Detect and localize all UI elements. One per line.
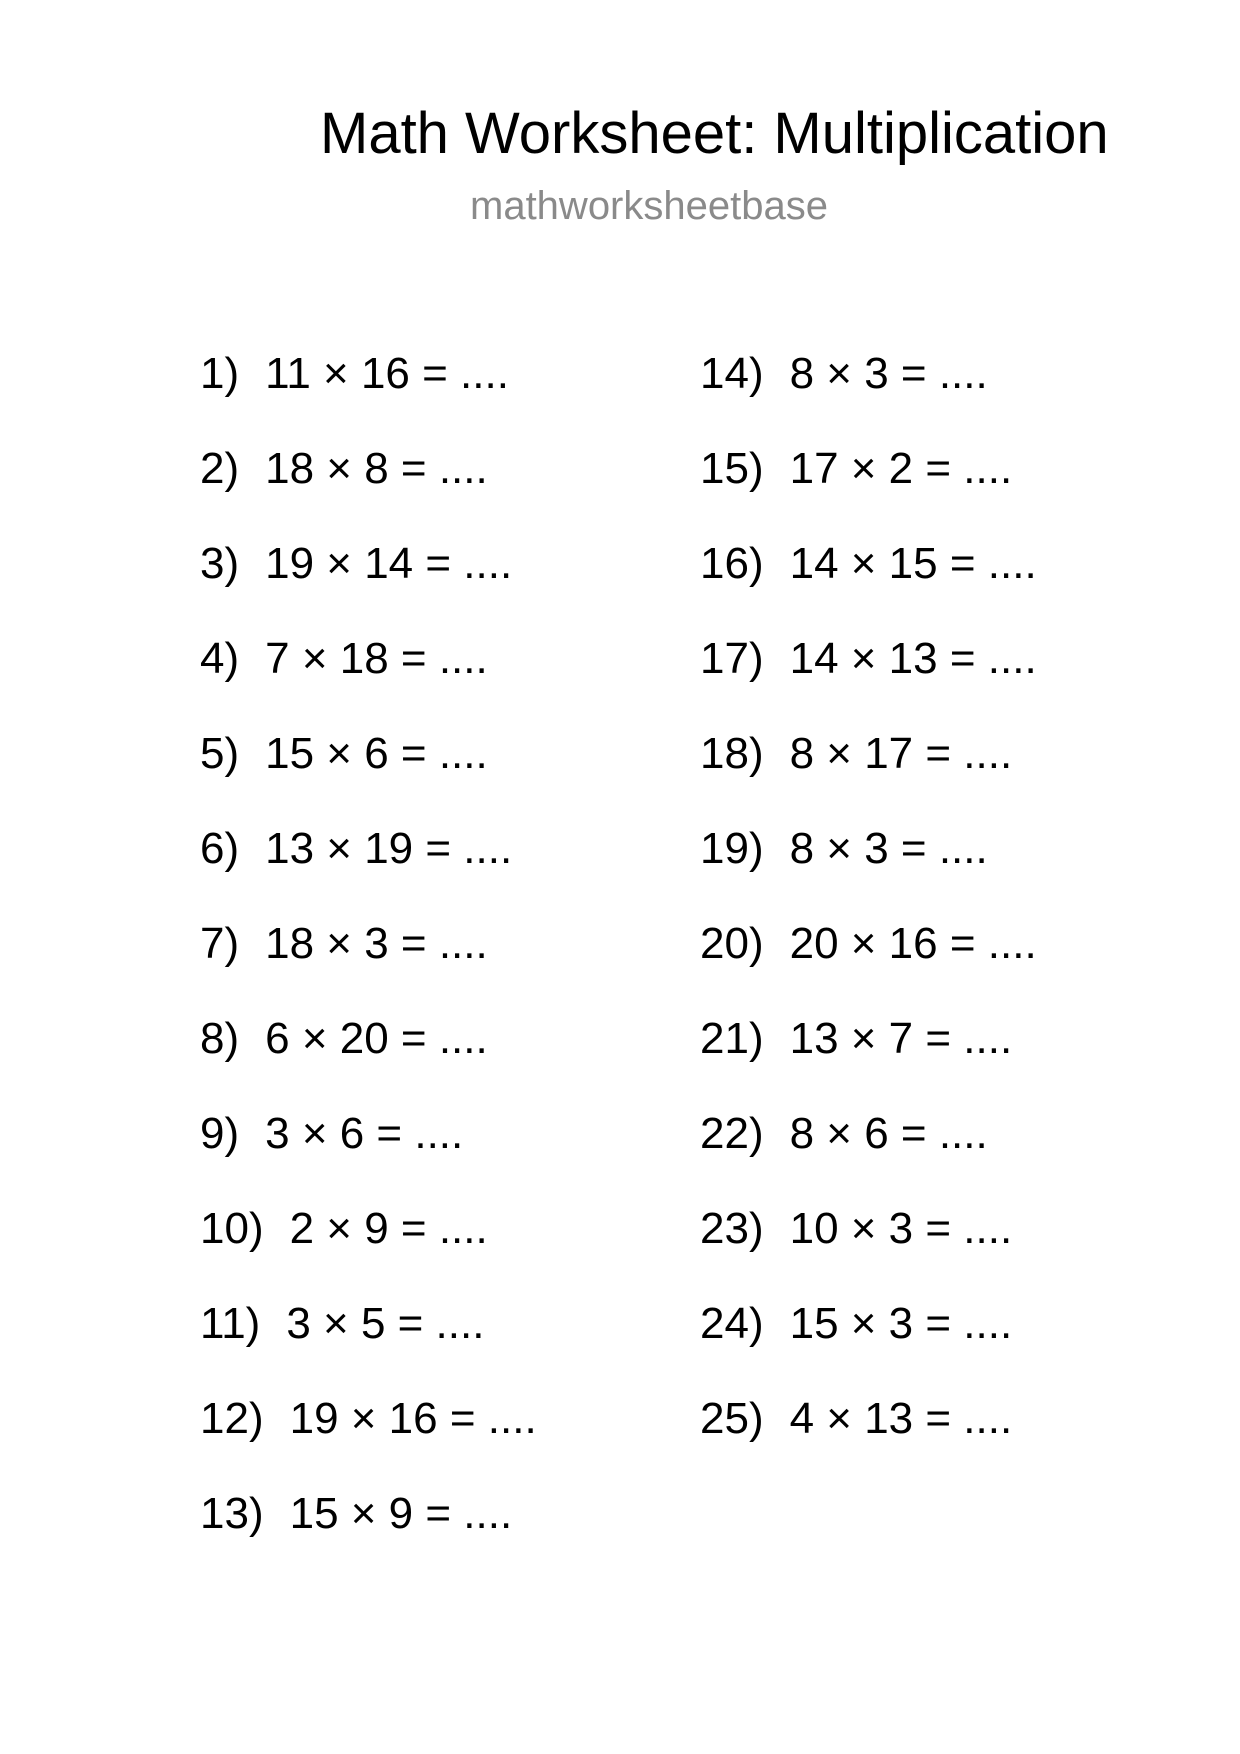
- problem-item: [200, 1296, 680, 1391]
- problem-number: 1): [200, 349, 240, 398]
- problem-item: [200, 1486, 680, 1581]
- problem-expression: 8 × 3 = ....: [789, 349, 988, 398]
- problem-expression: 14 × 13 = ....: [789, 634, 1037, 683]
- problem-item: [700, 916, 1180, 1011]
- problem-item: [700, 346, 1180, 441]
- problem-number: 20): [700, 919, 764, 968]
- problem-item: [200, 916, 680, 1011]
- problem-expression: 18 × 8 = ....: [265, 444, 488, 493]
- problem-item: [200, 536, 680, 631]
- problem-expression: 17 × 2 = ....: [789, 444, 1013, 493]
- problem-number: 9): [200, 1109, 240, 1158]
- problem-number: 21): [700, 1014, 764, 1063]
- problem-expression: 13 × 7 = ....: [789, 1014, 1013, 1063]
- problem-expression: 15 × 3 = ....: [789, 1299, 1013, 1348]
- problem-number: 14): [700, 349, 764, 398]
- problem-item: [200, 1201, 680, 1296]
- problem-number: 13): [200, 1489, 264, 1538]
- problem-expression: 19 × 16 = ....: [289, 1394, 537, 1443]
- problem-expression: 8 × 6 = ....: [789, 1109, 988, 1158]
- problem-number: 11): [200, 1299, 261, 1348]
- problem-number: 2): [200, 444, 240, 493]
- problem-item: [200, 631, 680, 726]
- page-subtitle: mathworksheetbase: [470, 184, 828, 228]
- problem-expression: 7 × 18 = ....: [265, 634, 488, 683]
- problem-number: 22): [700, 1109, 764, 1158]
- problem-number: 7): [200, 919, 240, 968]
- problem-number: 12): [200, 1394, 264, 1443]
- problem-expression: 2 × 9 = ....: [289, 1204, 488, 1253]
- problem-expression: 20 × 16 = ....: [789, 919, 1037, 968]
- problem-number: 17): [700, 634, 764, 683]
- problem-number: 6): [200, 824, 240, 873]
- problem-expression: 19 × 14 = ....: [265, 539, 513, 588]
- problem-item: [700, 1391, 1180, 1486]
- problem-expression: 3 × 5 = ....: [286, 1299, 485, 1348]
- problem-item: [700, 1011, 1180, 1106]
- problem-expression: 18 × 3 = ....: [265, 919, 488, 968]
- problem-number: 19): [700, 824, 764, 873]
- problem-expression: 15 × 9 = ....: [289, 1489, 513, 1538]
- problem-item: [200, 1391, 680, 1486]
- problem-item: [200, 726, 680, 821]
- problem-item: [700, 726, 1180, 821]
- problem-expression: 3 × 6 = ....: [265, 1109, 464, 1158]
- problem-expression: 11 × 16 = ....: [265, 349, 509, 398]
- problem-item: [700, 441, 1180, 536]
- problem-expression: 4 × 13 = ....: [789, 1394, 1013, 1443]
- problem-item: [700, 536, 1180, 631]
- problem-expression: 15 × 6 = ....: [265, 729, 488, 778]
- problem-item: [700, 1106, 1180, 1201]
- problem-column-left: [200, 346, 680, 1581]
- problem-item: [700, 631, 1180, 726]
- problem-column-right: [700, 346, 1180, 1486]
- problem-number: 3): [200, 539, 240, 588]
- problem-expression: 13 × 19 = ....: [265, 824, 513, 873]
- problem-expression: 6 × 20 = ....: [265, 1014, 488, 1063]
- problem-number: 5): [200, 729, 240, 778]
- problem-number: 25): [700, 1394, 764, 1443]
- problem-expression: 14 × 15 = ....: [789, 539, 1037, 588]
- problem-item: [700, 1296, 1180, 1391]
- problem-number: 4): [200, 634, 240, 683]
- problem-expression: 10 × 3 = ....: [789, 1204, 1013, 1253]
- problem-number: 16): [700, 539, 764, 588]
- problem-number: 24): [700, 1299, 764, 1348]
- problem-number: 10): [200, 1204, 264, 1253]
- problem-item: [200, 821, 680, 916]
- problem-number: 18): [700, 729, 764, 778]
- problem-item: [700, 821, 1180, 916]
- problem-item: [700, 1201, 1180, 1296]
- problem-expression: 8 × 3 = ....: [789, 824, 988, 873]
- problem-item: [200, 1011, 680, 1106]
- problem-number: 8): [200, 1014, 240, 1063]
- problem-number: 15): [700, 444, 764, 493]
- problem-item: [200, 346, 680, 441]
- problem-item: [200, 1106, 680, 1201]
- problem-expression: 8 × 17 = ....: [789, 729, 1013, 778]
- page-title: Math Worksheet: Multiplication: [320, 101, 1109, 166]
- problem-number: 23): [700, 1204, 764, 1253]
- problem-item: [200, 441, 680, 536]
